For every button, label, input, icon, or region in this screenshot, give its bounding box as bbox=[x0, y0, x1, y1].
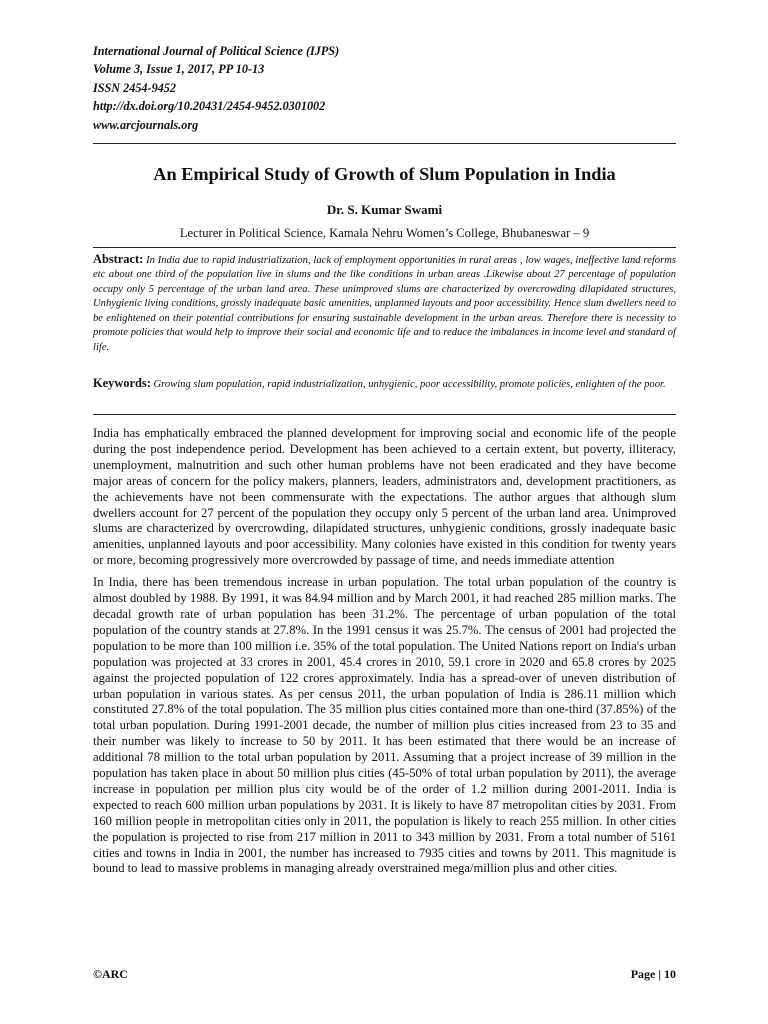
abstract-section bbox=[93, 252, 676, 355]
page-number: Page | 10 bbox=[630, 967, 676, 981]
body-paragraph: India has emphatically embraced the planned development for improving social and economic life of the people during the post independence period. Development has been achieved to a certain extent, but poverty, illiteracy, unemployment, malnutrition and such other human problems have not been eradicated and they have become major areas of concern for the policy makers, planners, leaders, administrators and, development practitioners, as the achievements have not been commensurate with the expectations. The author argues that although slum dwellers account for 27 percent of the population they occupy only 5 percent of the urban land area. Unimproved slums are characterized by overcrowding, dilapidated structures, unhygienic conditions, grossly inadequate basic amenities, unplanned layouts and poor accessibility. Many colonies have existed in this condition for twenty years or more, becoming progressively more overcrowded by passage of time, and needs immediate attention bbox=[93, 426, 676, 568]
paper-title: An Empirical Study of Growth of Slum Population in India bbox=[153, 164, 616, 184]
journal-name: International Journal of Political Science (IJPS) bbox=[93, 44, 340, 58]
keywords-section bbox=[93, 376, 676, 393]
doi-link[interactable]: http://dx.doi.org/10.20431/2454-9452.0301002 bbox=[93, 99, 326, 114]
keywords-text: Growing slum population, rapid industrialization, unhygienic, poor accessibility, promote policies, enlighten of the poor. bbox=[153, 379, 666, 390]
keywords-label: Keywords: bbox=[93, 376, 151, 390]
body-paragraph: In India, there has been tremendous increase in urban population. The total urban population of the country is almost doubled by 1988. By 1991, it was 84.94 million and by March 2001, it had reached 285 million marks. The decadal growth rate of urban population has been 31.2%. The percentage of urban population of the total population of the country stands at 27.8%. In the 1991 census it was 25.7%. The census of 2001 had projected the population to be more than 100 million i.e. 35% of the total population. The United Nations report on India's urban population was projected at 33 crores in 2001, 45.4 crores in 2010, 59.1 crore in 2020 and 65.8 crores by 2025 against the projected population of 122 crores approximately. India has a spread-over of uneven distribution of urban population in various states. As per census 2011, the urban population of India is 286.11 million which constituted 27.8% of the total population. The 35 million plus cities contained more than one-third (37.85%) of the total urban population. During 1991-2001 decade, the number of million plus cities increased from 23 to 35 and their number was likely to increase to 50 by 2011. It has been estimated that there would be an increase of additional 78 million to the total urban population by 2011. Assuming that a project increase of 39 million in the population has taken place in about 50 million plus cities (45-50% of total urban population by 2011), the average increase in population per million plus city would be of the order of 1.2 million during 2001-2011. India is expected to reach 600 million urban populations by 2031. It is likely to have 87 metropolitan cities by 2031. From 160 million people in metropolitan cities only in 2011, the population is likely to reach 255 million. In other cities the population is projected to rise from 217 million in 2011 to 343 million by 2031. From a total number of 5161 cities and towns in India in 2001, the number has increased to 7935 cities and towns by 2011. This magnitude is bound to lead to massive problems in managing already overstrained mega/million plus and other cities. bbox=[93, 575, 676, 876]
volume-info: Volume 3, Issue 1, 2017, PP 10-13 bbox=[93, 62, 265, 77]
footer-publisher: ©ARC bbox=[93, 967, 128, 981]
header-divider bbox=[93, 143, 676, 144]
author-name: Dr. S. Kumar Swami bbox=[326, 202, 443, 217]
abstract-bottom-divider bbox=[93, 414, 676, 415]
journal-header bbox=[93, 42, 683, 134]
abstract-top-divider bbox=[93, 247, 676, 248]
body-text bbox=[93, 426, 676, 877]
author-affiliation: Lecturer in Political Science, Kamala Nehru Women’s College, Bhubaneswar – 9 bbox=[179, 226, 590, 240]
abstract-label: Abstract: bbox=[93, 252, 144, 266]
journal-website-link[interactable]: www.arcjournals.org bbox=[93, 117, 199, 132]
abstract-text: In India due to rapid industrialization, lack of employment opportunities in rural areas , low wages, ineffective land reforms etc about one third of the population live in slums and the like conditions in urban areas .Likewise about 27 percentage of population occupy only 5 percentage of the urban land area. These unimproved slums are characterized by overcrowding dilapidated structures, Unhygienic living conditions, grossly inadequate basic amenities, unplanned layouts and poor accessibility. Hence slum dwellers need to be enlightened on their potential contributions for ensuring sustainable development in the urban areas. Therefore there is necessity to promote policies that would help to improve their social and economic life and to reduce the imbalances in income level and standard of life. bbox=[93, 255, 676, 353]
issn: ISSN 2454-9452 bbox=[93, 80, 176, 95]
